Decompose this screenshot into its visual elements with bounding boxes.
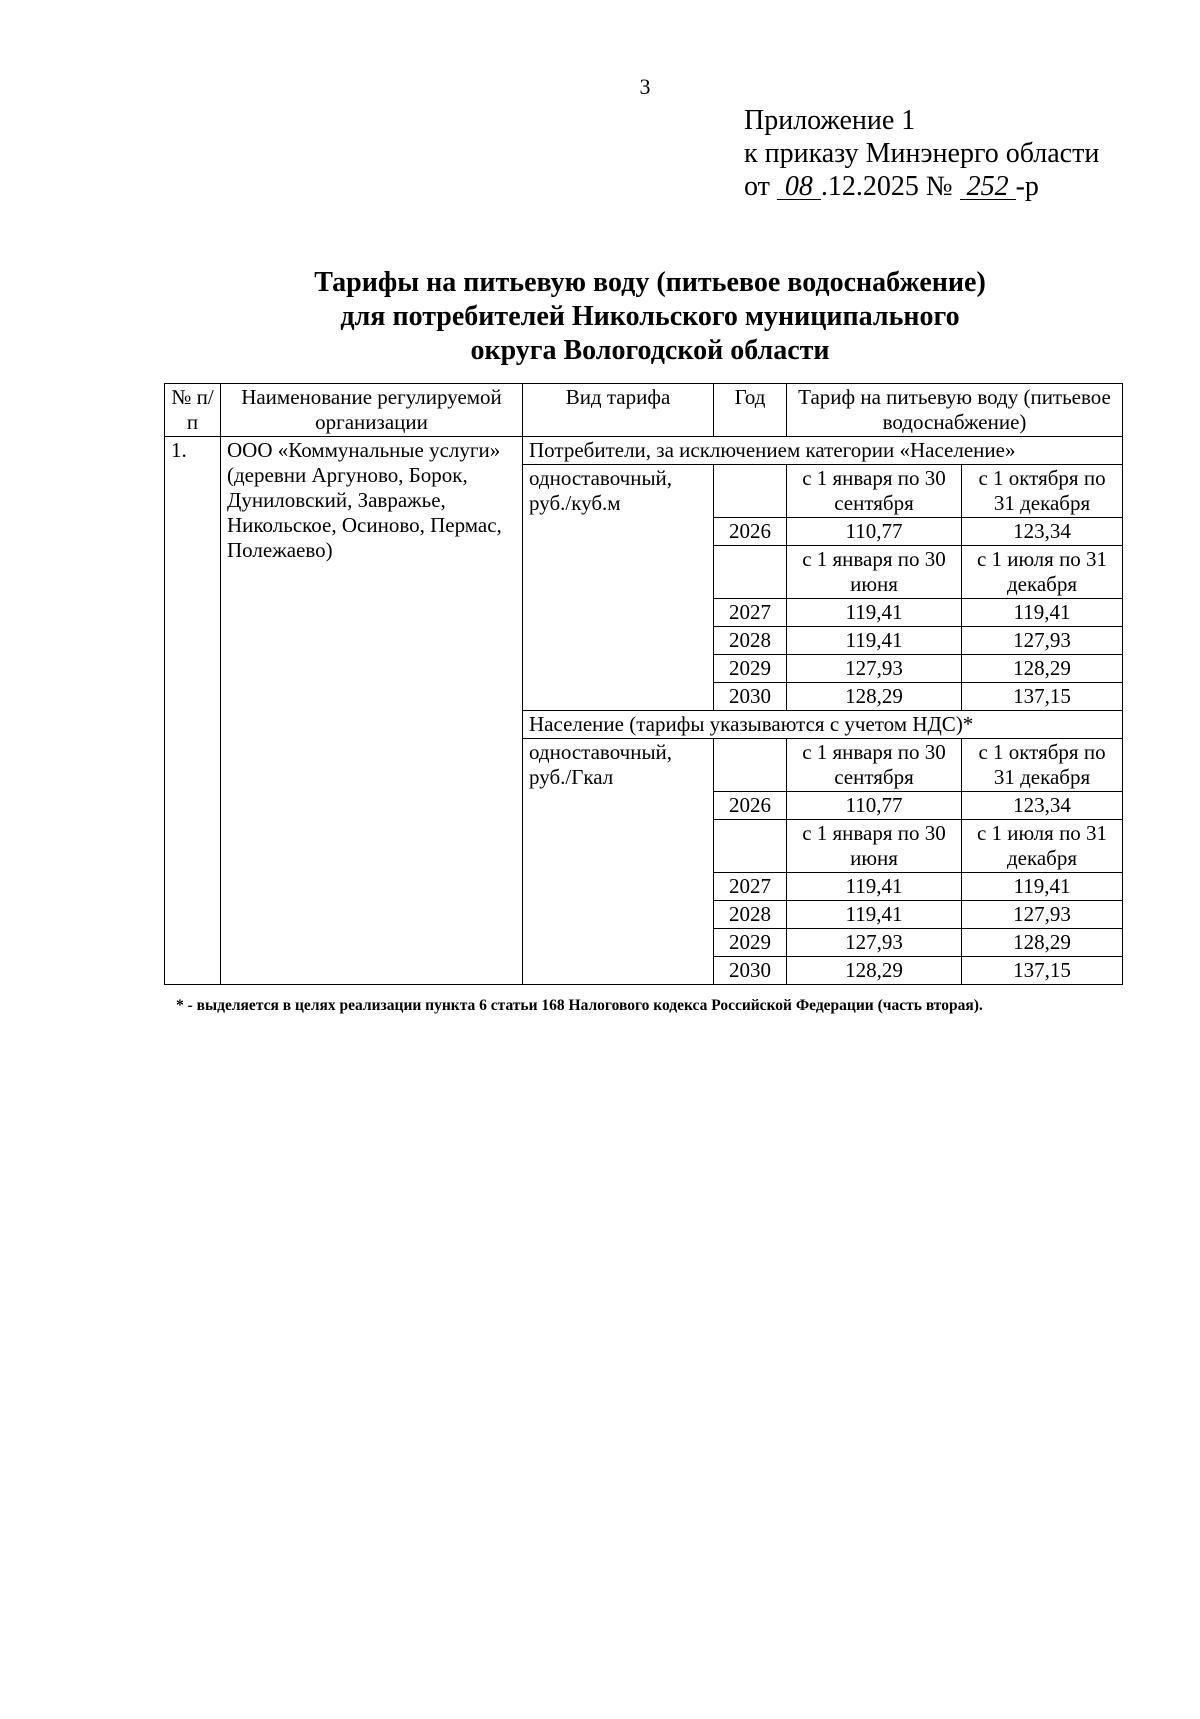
year-cell: 2027 <box>714 873 787 901</box>
year-cell: 2029 <box>714 655 787 683</box>
value-cell: 119,41 <box>962 599 1123 627</box>
page-number: 3 <box>639 74 651 99</box>
value-cell: 119,41 <box>962 873 1123 901</box>
period-cell: с 1 января по 30 сентября <box>787 465 962 518</box>
number-suffix: -р <box>1015 171 1039 202</box>
date-rest: .12.2025 № <box>820 171 953 202</box>
header-year: Год <box>714 384 787 437</box>
appendix-line-1: Приложение 1 <box>744 105 916 136</box>
period-cell: с 1 июля по 31 декабря <box>962 546 1123 599</box>
period-cell: с 1 июля по 31 декабря <box>962 820 1123 873</box>
year-cell: 2027 <box>714 599 787 627</box>
value-cell: 137,15 <box>962 957 1123 985</box>
header-num: № п/п <box>165 384 221 437</box>
period-cell: с 1 октября по 31 декабря <box>962 739 1123 792</box>
year-cell-empty <box>714 546 787 599</box>
footnote: * - выделяется в целях реализации пункта 6 статьи 168 Налогового кодекса Российской Федерации (часть вторая). <box>176 997 983 1014</box>
header-kind: Вид тарифа <box>523 384 714 437</box>
value-cell: 128,29 <box>962 655 1123 683</box>
year-cell: 2028 <box>714 901 787 929</box>
document-title <box>0 266 1200 368</box>
period-cell: с 1 января по 30 июня <box>787 820 962 873</box>
value-cell: 119,41 <box>787 627 962 655</box>
value-cell: 119,41 <box>787 901 962 929</box>
value-cell: 127,93 <box>787 655 962 683</box>
year-cell: 2026 <box>714 792 787 820</box>
year-cell: 2030 <box>714 683 787 711</box>
year-cell: 2028 <box>714 627 787 655</box>
title-line-3: округа Вологодской области <box>470 335 830 366</box>
section-2-kind: одноставочный, руб./Гкал <box>523 739 714 985</box>
handwritten-day: 08 <box>777 175 821 200</box>
table-row <box>165 437 1123 465</box>
value-cell: 127,93 <box>962 627 1123 655</box>
value-cell: 123,34 <box>962 518 1123 546</box>
header-tariff: Тариф на питьевую воду (питьевое водоснабжение) <box>787 384 1123 437</box>
organization-name: ООО «Коммунальные услуги» (деревни Аргуново, Борок, Дуниловский, Завражье, Никольское, Осиново, Пермас, Полежаево) <box>221 437 523 985</box>
appendix-line-2: к приказу Минэнерго области <box>744 138 1100 169</box>
date-prefix: от <box>744 171 770 202</box>
title-line-1: Тарифы на питьевую воду (питьевое водоснабжение) <box>314 267 986 298</box>
value-cell: 123,34 <box>962 792 1123 820</box>
period-cell: с 1 января по 30 сентября <box>787 739 962 792</box>
tariff-table <box>164 383 1123 985</box>
value-cell: 128,29 <box>787 957 962 985</box>
period-cell: с 1 января по 30 июня <box>787 546 962 599</box>
value-cell: 128,29 <box>962 929 1123 957</box>
handwritten-number: 252 <box>960 175 1016 200</box>
year-cell: 2030 <box>714 957 787 985</box>
table-header-row <box>165 384 1123 437</box>
year-cell: 2026 <box>714 518 787 546</box>
period-cell: с 1 октября по 31 декабря <box>962 465 1123 518</box>
header-org: Наименование регулируемой организации <box>221 384 523 437</box>
section-1-kind: одноставочный, руб./куб.м <box>523 465 714 711</box>
value-cell: 110,77 <box>787 792 962 820</box>
year-cell-empty <box>714 739 787 792</box>
section-2-heading: Население (тарифы указываются с учетом НДС)* <box>523 711 1123 739</box>
value-cell: 137,15 <box>962 683 1123 711</box>
appendix-date-line <box>744 170 1099 203</box>
value-cell: 119,41 <box>787 873 962 901</box>
value-cell: 110,77 <box>787 518 962 546</box>
value-cell: 128,29 <box>787 683 962 711</box>
value-cell: 119,41 <box>787 599 962 627</box>
appendix-header <box>744 104 1099 203</box>
year-cell-empty <box>714 465 787 518</box>
value-cell: 127,93 <box>962 901 1123 929</box>
title-line-2: для потребителей Никольского муниципального <box>340 301 960 332</box>
value-cell: 127,93 <box>787 929 962 957</box>
row-number: 1. <box>165 437 221 985</box>
year-cell-empty <box>714 820 787 873</box>
year-cell: 2029 <box>714 929 787 957</box>
section-1-heading: Потребители, за исключением категории «Население» <box>523 437 1123 465</box>
